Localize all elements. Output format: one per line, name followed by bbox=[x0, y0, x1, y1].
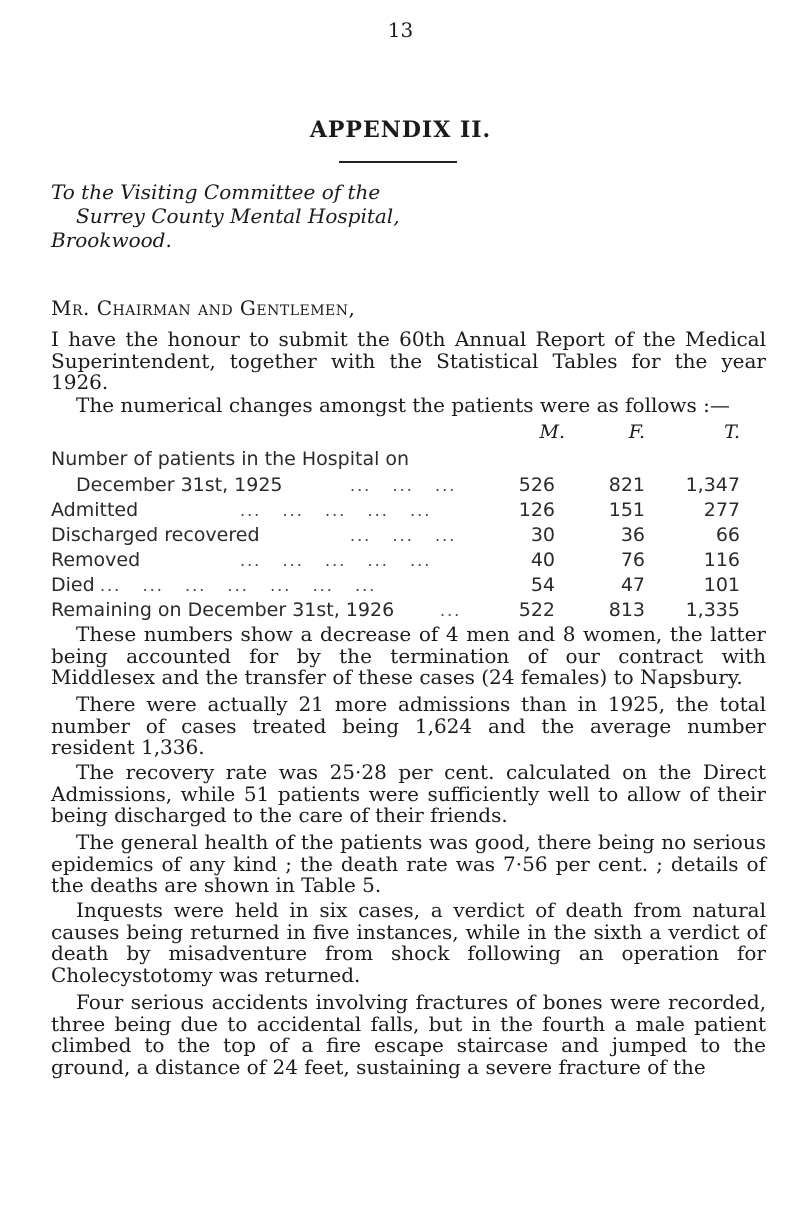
leader-dots: ... ... ... bbox=[350, 476, 457, 495]
table-cell-f: 76 bbox=[620, 549, 645, 571]
table-row-label: Admitted bbox=[51, 499, 139, 521]
table-cell-f: 821 bbox=[608, 474, 645, 496]
page-title: APPENDIX II. bbox=[309, 117, 492, 143]
paragraph-4: The general health of the patients was good, there being no serious epidemics of any kind ; the death rate was 7·56 per cent. ; details of the deaths are shown in Table 5. bbox=[51, 830, 766, 897]
intro-paragraph: I have the honour to submit the 60th Annual Report of the Medical Superintendent, together with the Statistical Tables for the year 1926. bbox=[51, 327, 766, 394]
salutation: Mr. Chairman and Gentlemen, bbox=[51, 296, 356, 320]
table-cell-m: 30 bbox=[530, 524, 555, 546]
address-line-3: Brookwood. bbox=[51, 228, 172, 252]
column-header-f: F. bbox=[628, 421, 645, 443]
table-cell-m: 126 bbox=[518, 499, 555, 521]
table-label-first: Number of patients in the Hospital on bbox=[51, 448, 410, 470]
leader-dots: ... bbox=[440, 601, 462, 620]
paragraph-3: The recovery rate was 25·28 per cent. calculated on the Direct Admissions, while 51 patients were sufficiently well to allow of their being discharged to the care of their friends. bbox=[51, 760, 766, 827]
table-row-label: December 31st, 1925 bbox=[76, 474, 283, 496]
table-cell-t: 66 bbox=[715, 524, 740, 546]
table-intro: The numerical changes amongst the patients were as follows :— bbox=[76, 393, 730, 417]
table-cell-t: 277 bbox=[703, 499, 740, 521]
address-line-1: To the Visiting Committee of the bbox=[51, 180, 381, 204]
table-cell-t: 116 bbox=[703, 549, 740, 571]
table-cell-m: 522 bbox=[518, 599, 555, 621]
table-cell-t: 101 bbox=[703, 574, 740, 596]
table-cell-f: 47 bbox=[620, 574, 645, 596]
table-cell-f: 813 bbox=[608, 599, 645, 621]
table-row-label: Remaining on December 31st, 1926 bbox=[51, 599, 395, 621]
table-row-label: Removed bbox=[51, 549, 141, 571]
table-row-label: Died bbox=[51, 574, 95, 596]
table-cell-f: 151 bbox=[608, 499, 645, 521]
column-header-t: T. bbox=[724, 421, 740, 443]
paragraph-5: Inquests were held in six cases, a verdict of death from natural causes being returned in five instances, while in the sixth a verdict of death by misadventure from shock following an operation for Cholecystotomy was returned. bbox=[51, 898, 766, 987]
table-row-label: Discharged recovered bbox=[51, 524, 260, 546]
table-cell-t: 1,335 bbox=[685, 599, 740, 621]
address-line-2: Surrey County Mental Hospital, bbox=[76, 204, 400, 228]
title-divider bbox=[339, 161, 457, 163]
table-cell-f: 36 bbox=[620, 524, 645, 546]
table-cell-m: 40 bbox=[530, 549, 555, 571]
leader-dots: ... ... ... bbox=[350, 526, 457, 545]
table-cell-t: 1,347 bbox=[685, 474, 740, 496]
table-cell-m: 526 bbox=[518, 474, 555, 496]
page-number: 13 bbox=[387, 18, 414, 42]
leader-dots: ... ... ... ... ... bbox=[240, 551, 432, 570]
table-cell-m: 54 bbox=[530, 574, 555, 596]
paragraph-2: There were actually 21 more admissions than in 1925, the total number of cases treated being 1,624 and the average number resident 1,336. bbox=[51, 692, 766, 759]
leader-dots: ... ... ... ... ... ... ... bbox=[100, 576, 377, 595]
paragraph-1: These numbers show a decrease of 4 men and 8 women, the latter being accounted for by the termination of our contract with Middlesex and the transfer of these cases (24 females) to Napsbury. bbox=[51, 622, 766, 689]
column-header-m: M. bbox=[539, 421, 565, 443]
paragraph-6: Four serious accidents involving fractures of bones were recorded, three being due to accidental falls, but in the fourth a male patient climbed to the top of a fire escape staircase and jumped to the ground, a distance of 24 feet, sustaining a severe fracture of the bbox=[51, 990, 766, 1079]
leader-dots: ... ... ... ... ... bbox=[240, 501, 432, 520]
